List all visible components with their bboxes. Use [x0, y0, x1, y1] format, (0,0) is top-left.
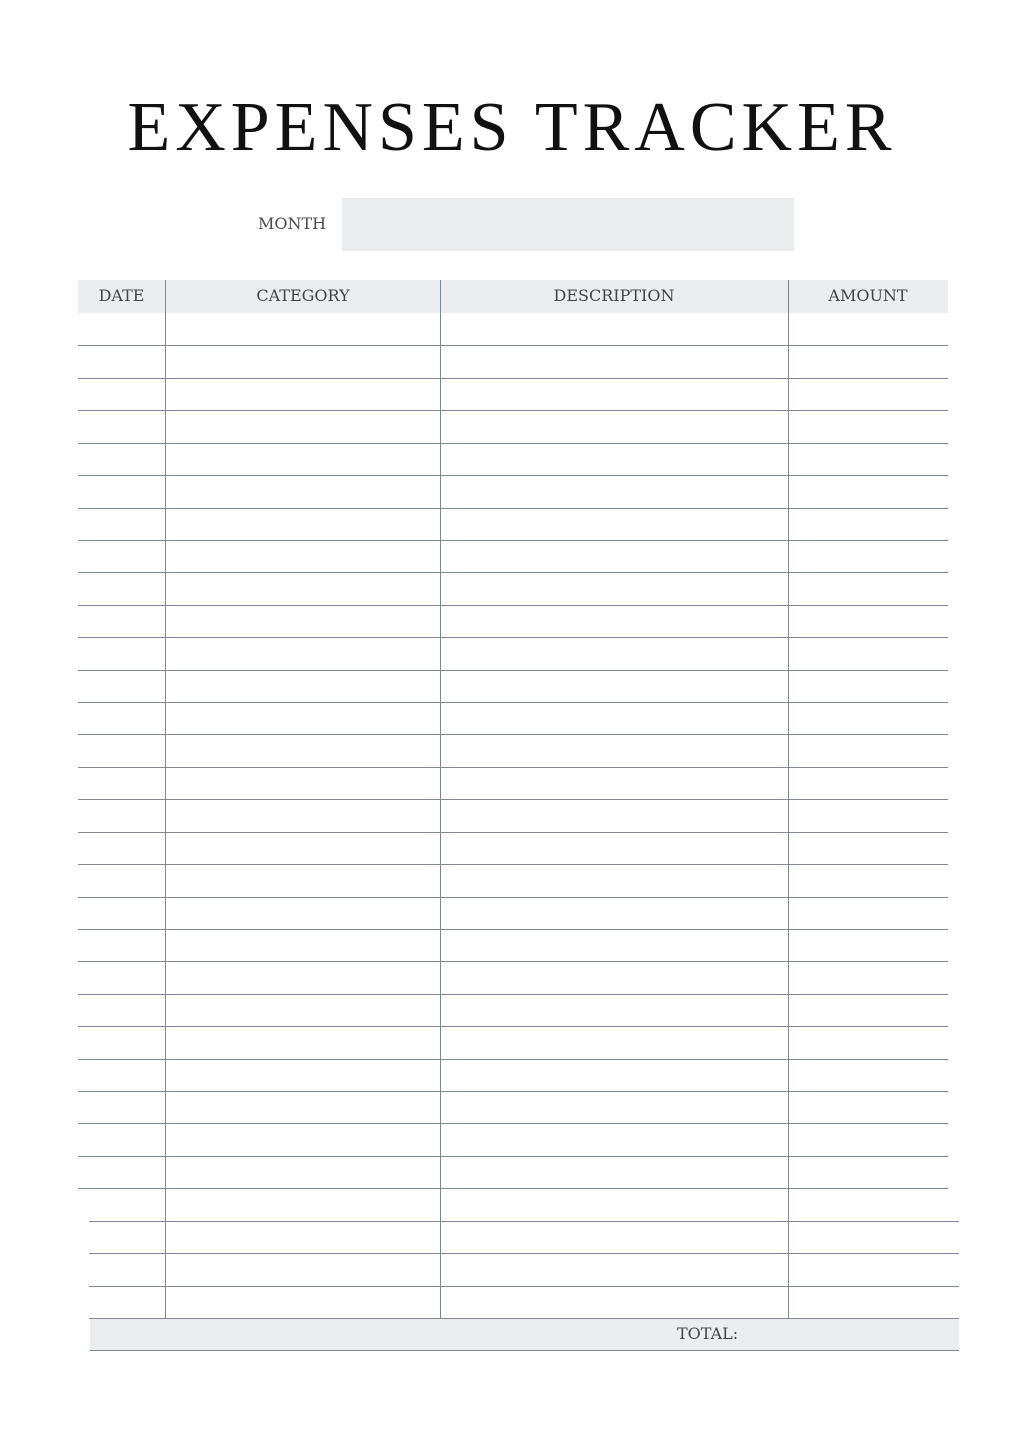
date-cell[interactable]	[78, 508, 165, 540]
amount-cell[interactable]	[789, 313, 948, 345]
category-cell[interactable]	[166, 864, 440, 896]
description-cell[interactable]	[441, 994, 788, 1026]
description-cell[interactable]	[441, 734, 788, 766]
description-cell[interactable]	[441, 767, 788, 799]
description-cell[interactable]	[441, 443, 788, 475]
date-cell[interactable]	[78, 605, 165, 637]
description-cell[interactable]	[441, 1221, 788, 1253]
date-cell[interactable]	[78, 1156, 165, 1188]
category-cell[interactable]	[166, 378, 440, 410]
description-cell[interactable]	[441, 702, 788, 734]
category-cell[interactable]	[166, 1253, 440, 1285]
category-cell[interactable]	[166, 994, 440, 1026]
description-cell[interactable]	[441, 345, 788, 377]
date-cell[interactable]	[78, 637, 165, 669]
category-cell[interactable]	[166, 734, 440, 766]
amount-cell[interactable]	[789, 443, 948, 475]
description-cell[interactable]	[441, 799, 788, 831]
category-cell[interactable]	[166, 475, 440, 507]
category-cell[interactable]	[166, 702, 440, 734]
date-cell[interactable]	[78, 994, 165, 1026]
category-cell[interactable]	[166, 637, 440, 669]
date-cell[interactable]	[89, 1253, 165, 1285]
category-cell[interactable]	[166, 1059, 440, 1091]
amount-cell[interactable]	[789, 961, 948, 993]
description-cell[interactable]	[441, 475, 788, 507]
description-cell[interactable]	[441, 572, 788, 604]
description-cell[interactable]	[441, 961, 788, 993]
amount-cell[interactable]	[789, 897, 948, 929]
date-cell[interactable]	[78, 734, 165, 766]
category-cell[interactable]	[166, 767, 440, 799]
column-header-category: CATEGORY	[256, 286, 350, 305]
amount-cell[interactable]	[789, 1253, 959, 1285]
date-cell[interactable]	[78, 799, 165, 831]
description-cell[interactable]	[441, 313, 788, 345]
amount-cell[interactable]	[789, 410, 948, 442]
date-cell[interactable]	[78, 443, 165, 475]
amount-cell[interactable]	[789, 767, 948, 799]
category-cell[interactable]	[166, 1156, 440, 1188]
amount-cell[interactable]	[789, 572, 948, 604]
date-cell[interactable]	[78, 832, 165, 864]
description-cell[interactable]	[441, 897, 788, 929]
category-cell[interactable]	[166, 1123, 440, 1155]
date-cell[interactable]	[78, 961, 165, 993]
amount-cell[interactable]	[789, 670, 948, 702]
date-cell[interactable]	[78, 1091, 165, 1123]
description-cell[interactable]	[441, 378, 788, 410]
category-cell[interactable]	[166, 605, 440, 637]
category-cell[interactable]	[166, 313, 440, 345]
amount-cell[interactable]	[789, 345, 948, 377]
date-cell[interactable]	[78, 670, 165, 702]
category-cell[interactable]	[166, 670, 440, 702]
description-cell[interactable]	[441, 410, 788, 442]
amount-cell[interactable]	[789, 994, 948, 1026]
category-cell[interactable]	[166, 1026, 440, 1058]
description-cell[interactable]	[441, 1188, 788, 1220]
description-cell[interactable]	[441, 864, 788, 896]
amount-cell[interactable]	[789, 702, 948, 734]
description-cell[interactable]	[441, 1026, 788, 1058]
amount-cell[interactable]	[789, 1156, 948, 1188]
amount-cell[interactable]	[789, 1026, 948, 1058]
date-cell[interactable]	[78, 345, 165, 377]
amount-cell[interactable]	[789, 1091, 948, 1123]
date-cell[interactable]	[78, 540, 165, 572]
description-cell[interactable]	[441, 1059, 788, 1091]
amount-cell[interactable]	[789, 734, 948, 766]
amount-cell[interactable]	[789, 540, 948, 572]
category-cell[interactable]	[166, 1091, 440, 1123]
amount-cell[interactable]	[789, 378, 948, 410]
month-input[interactable]	[342, 198, 794, 251]
amount-cell[interactable]	[789, 1188, 959, 1220]
description-cell[interactable]	[441, 637, 788, 669]
description-cell[interactable]	[441, 540, 788, 572]
category-cell[interactable]	[166, 961, 440, 993]
category-cell[interactable]	[166, 345, 440, 377]
category-cell[interactable]	[166, 897, 440, 929]
description-cell[interactable]	[441, 1286, 788, 1318]
description-cell[interactable]	[441, 1253, 788, 1285]
date-cell[interactable]	[89, 1286, 165, 1318]
amount-cell[interactable]	[789, 929, 948, 961]
amount-cell[interactable]	[789, 1286, 959, 1318]
date-cell[interactable]	[78, 410, 165, 442]
date-cell[interactable]	[78, 702, 165, 734]
category-cell[interactable]	[166, 540, 440, 572]
total-label: TOTAL:	[677, 1324, 739, 1343]
category-cell[interactable]	[166, 1286, 440, 1318]
amount-cell[interactable]	[789, 475, 948, 507]
amount-cell[interactable]	[789, 799, 948, 831]
description-cell[interactable]	[441, 1091, 788, 1123]
description-cell[interactable]	[441, 508, 788, 540]
category-cell[interactable]	[166, 1221, 440, 1253]
date-cell[interactable]	[78, 475, 165, 507]
amount-cell[interactable]	[789, 832, 948, 864]
category-cell[interactable]	[166, 410, 440, 442]
month-label: MONTH	[258, 214, 327, 233]
date-cell[interactable]	[89, 1221, 165, 1253]
date-cell[interactable]	[78, 897, 165, 929]
date-cell[interactable]	[78, 864, 165, 896]
amount-cell[interactable]	[789, 605, 948, 637]
amount-cell[interactable]	[789, 1221, 959, 1253]
date-cell[interactable]	[89, 1188, 165, 1220]
description-cell[interactable]	[441, 605, 788, 637]
page-title: EXPENSES TRACKER	[127, 89, 897, 166]
amount-cell[interactable]	[789, 508, 948, 540]
column-header-amount: AMOUNT	[828, 286, 908, 305]
column-header-date: DATE	[98, 286, 145, 305]
date-cell[interactable]	[78, 378, 165, 410]
date-cell[interactable]	[78, 1026, 165, 1058]
amount-cell[interactable]	[789, 637, 948, 669]
category-cell[interactable]	[166, 832, 440, 864]
date-cell[interactable]	[78, 1123, 165, 1155]
table-bottom-rule	[90, 1350, 959, 1351]
category-cell[interactable]	[166, 799, 440, 831]
description-cell[interactable]	[441, 1123, 788, 1155]
category-cell[interactable]	[166, 929, 440, 961]
date-cell[interactable]	[78, 767, 165, 799]
date-cell[interactable]	[78, 572, 165, 604]
description-cell[interactable]	[441, 1156, 788, 1188]
category-cell[interactable]	[166, 572, 440, 604]
category-cell[interactable]	[166, 1188, 440, 1220]
amount-cell[interactable]	[789, 1059, 948, 1091]
description-cell[interactable]	[441, 832, 788, 864]
date-cell[interactable]	[78, 1059, 165, 1091]
total-amount-cell[interactable]	[789, 1319, 959, 1350]
amount-cell[interactable]	[789, 1123, 948, 1155]
category-cell[interactable]	[166, 443, 440, 475]
category-cell[interactable]	[166, 508, 440, 540]
column-header-description: DESCRIPTION	[553, 286, 675, 305]
date-cell[interactable]	[78, 313, 165, 345]
description-cell[interactable]	[441, 929, 788, 961]
description-cell[interactable]	[441, 670, 788, 702]
amount-cell[interactable]	[789, 864, 948, 896]
date-cell[interactable]	[78, 929, 165, 961]
